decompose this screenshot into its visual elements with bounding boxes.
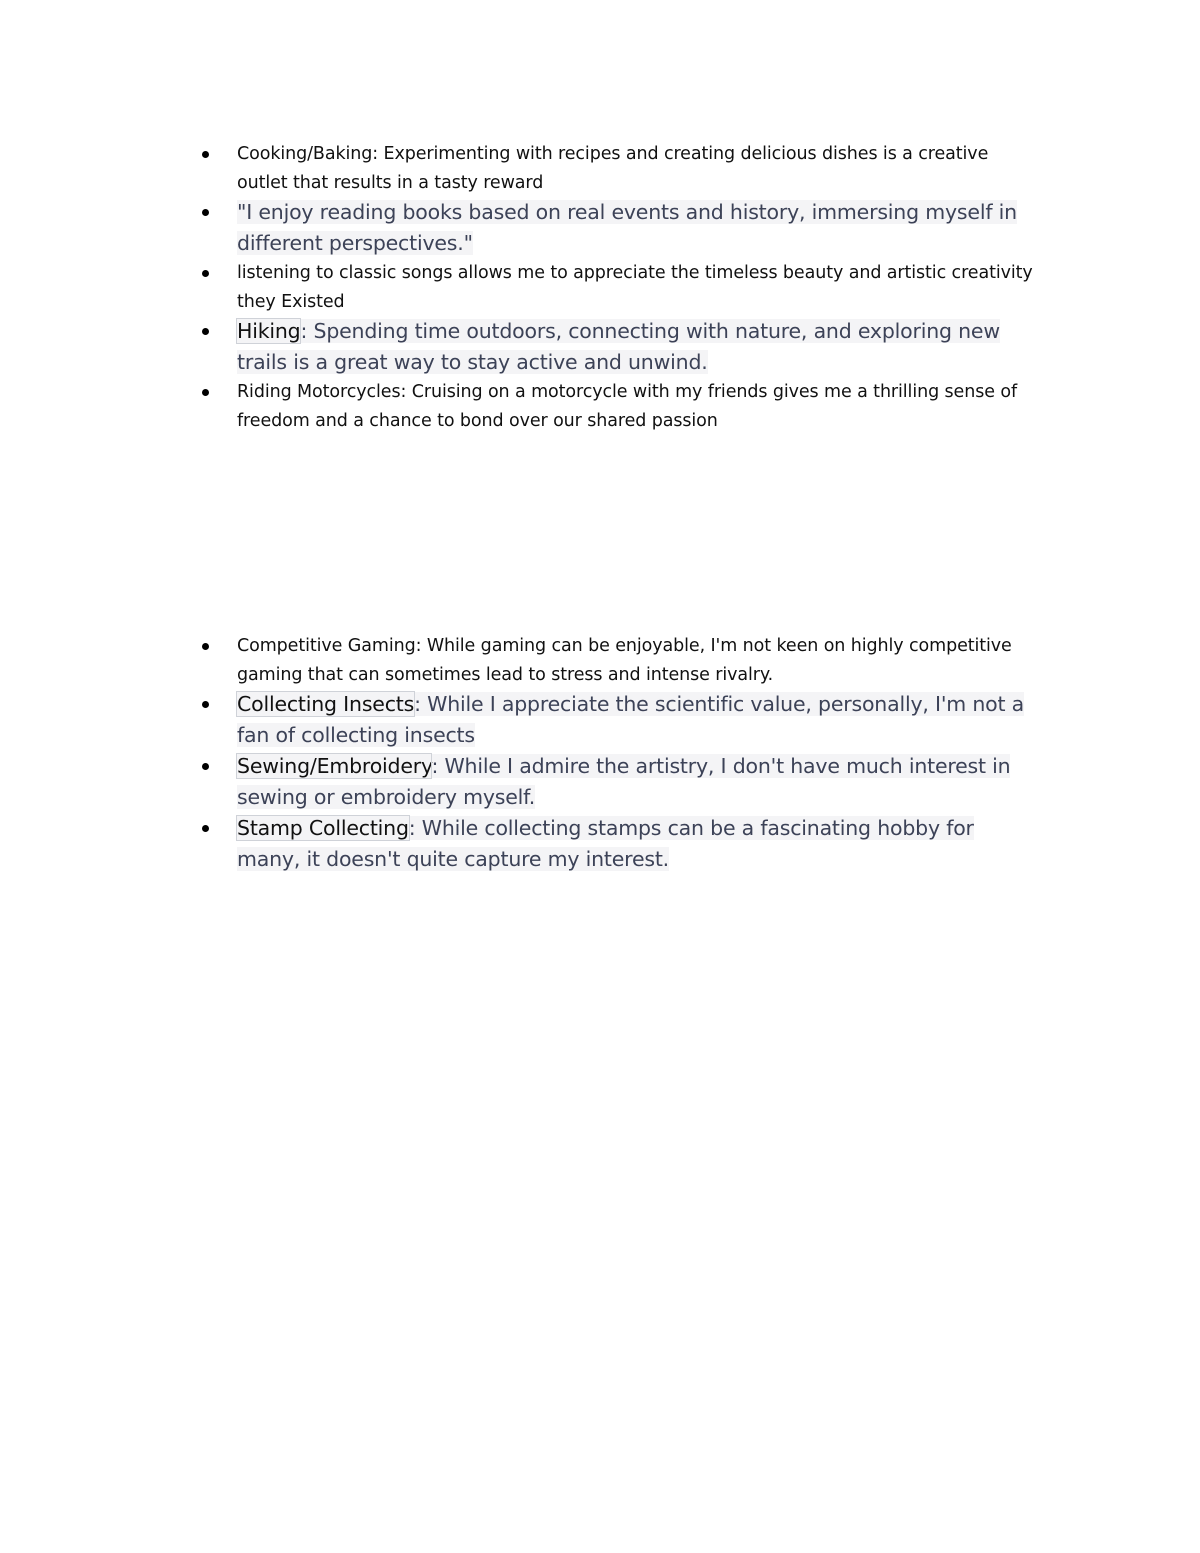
- bullet-icon: [202, 209, 209, 216]
- bullet-icon: [202, 763, 209, 770]
- item-description: : Spending time outdoors, connecting with nature, and exploring new trails is a great way to stay active and unwind.: [237, 319, 1000, 374]
- list-item-music: [0, 259, 1037, 316]
- list-item-reading: [0, 197, 1037, 259]
- item-text: "I enjoy reading books based on real events and history, immersing myself in different perspectives.": [237, 200, 1017, 255]
- item-term: Stamp Collecting: [237, 816, 409, 840]
- dislikes-list: [0, 632, 1037, 875]
- item-term: Cooking/Baking:: [237, 144, 379, 164]
- bullet-icon: [202, 643, 209, 650]
- bullet-icon: [202, 328, 209, 335]
- item-description: Experimenting with recipes and creating delicious dishes is a creative outlet that results in a tasty reward: [237, 144, 989, 193]
- item-description: While gaming can be enjoyable, I'm not keen on highly competitive gaming that can sometimes lead to stress and intense rivalry.: [237, 636, 1012, 685]
- list-item-hiking: [0, 316, 1037, 378]
- item-description: : While I appreciate the scientific value, personally, I'm not a fan of collecting insects: [237, 692, 1025, 747]
- list-item-stamp-collecting: [0, 813, 1037, 875]
- item-term: Competitive Gaming:: [237, 636, 422, 656]
- item-term: Collecting Insects: [237, 692, 415, 716]
- item-description: : While collecting stamps can be a fascinating hobby for many, it doesn't quite capture my interest.: [237, 816, 974, 871]
- bullet-icon: [202, 151, 209, 158]
- item-term: Hiking: [237, 319, 301, 343]
- item-description: Cruising on a motorcycle with my friends gives me a thrilling sense of freedom and a chance to bond over our shared passion: [237, 382, 1018, 431]
- bullet-icon: [202, 389, 209, 396]
- item-description: : While I admire the artistry, I don't have much interest in sewing or embroidery myself.: [237, 754, 1011, 809]
- list-item-collecting-insects: [0, 689, 1037, 751]
- item-text: listening to classic songs allows me to appreciate the timeless beauty and artistic creativity they Existed: [237, 263, 1033, 312]
- item-term: Riding Motorcycles:: [237, 382, 407, 402]
- list-item-cooking: [0, 140, 1037, 197]
- bullet-icon: [202, 270, 209, 277]
- item-term: Sewing/Embroidery: [237, 754, 432, 778]
- list-item-sewing-embroidery: [0, 751, 1037, 813]
- likes-list: [0, 140, 1037, 435]
- list-item-motorcycles: [0, 378, 1037, 435]
- bullet-icon: [202, 701, 209, 708]
- list-item-competitive-gaming: [0, 632, 1037, 689]
- bullet-icon: [202, 825, 209, 832]
